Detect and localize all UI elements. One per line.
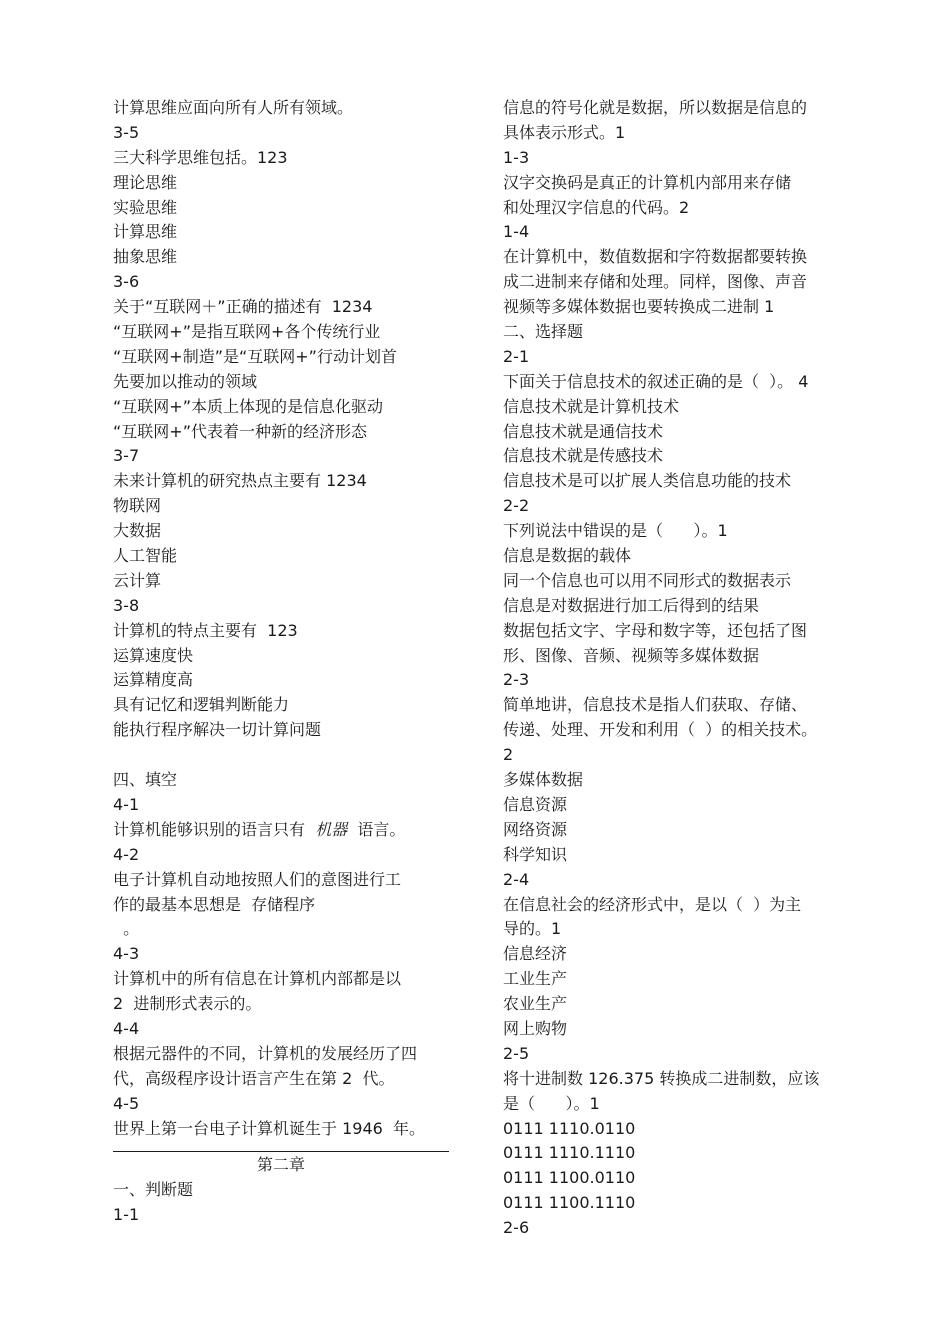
option-text: 形、图像、音频、视频等多媒体数据 [503, 645, 760, 665]
option-text: 0111 1110.1110 [503, 1143, 636, 1163]
option-text: 运算速度快 [113, 645, 194, 665]
option-text: 信息技术就是传感技术 [503, 446, 664, 466]
question-number: 3-5 [113, 122, 140, 142]
option-text: 工业生产 [503, 969, 568, 989]
option-text: 云计算 [113, 570, 162, 590]
question-text: 关于“互联网＋”正确的描述有 1234 [113, 297, 373, 317]
option-text: 具有记忆和逻辑判断能力 [113, 695, 290, 715]
question-text: 传递、处理、开发和利用（ ）的相关技术。 [503, 720, 818, 740]
question-text: 2 进制形式表示的。 [113, 994, 262, 1014]
option-text: 信息技术是可以扩展人类信息功能的技术 [503, 471, 792, 491]
question-number: 2-1 [503, 346, 530, 366]
question-text: 汉字交换码是真正的计算机内部用来存储 [503, 172, 792, 192]
question-number: 1-4 [503, 222, 530, 242]
option-text: 信息经济 [503, 944, 568, 964]
right-column [503, 96, 843, 1241]
fill-question-4-1 [113, 818, 451, 843]
question-number: 3-6 [113, 272, 140, 292]
question-text: 在信息社会的经济形式中，是以（ ）为主 [503, 894, 802, 914]
question-number: 3-8 [113, 595, 140, 615]
fill-suffix: 语言。 [347, 819, 406, 839]
left-column [113, 96, 451, 1228]
option-text: 抽象思维 [113, 247, 178, 267]
question-text: 2 [503, 745, 514, 765]
question-text: 导的。1 [503, 919, 562, 939]
question-number: 2-6 [503, 1218, 530, 1238]
option-text: 物联网 [113, 496, 162, 516]
question-number: 1-1 [113, 1205, 140, 1225]
question-text: 具体表示形式。1 [503, 122, 626, 142]
option-text: 0111 1110.0110 [503, 1118, 636, 1138]
question-text: 视频等多媒体数据也要转换成二进制 1 [503, 297, 775, 317]
fill-prefix: 计算机能够识别的语言只有 [113, 819, 316, 839]
question-text: 在计算机中，数值数据和字符数据都要转换 [503, 247, 808, 267]
option-text: 先要加以推动的领域 [113, 371, 258, 391]
option-text: 农业生产 [503, 994, 568, 1014]
question-text: 简单地讲，信息技术是指人们获取、存储、 [503, 695, 808, 715]
option-text: “互联网+”本质上体现的是信息化驱动 [113, 396, 383, 416]
option-text: 人工智能 [113, 546, 178, 566]
left-lines-a [113, 96, 451, 743]
option-text: 科学知识 [503, 844, 568, 864]
question-number: 4-4 [113, 1018, 140, 1038]
question-number: 4-3 [113, 944, 140, 964]
question-text: 成二进制来存储和处理。同样，图像、声音 [503, 272, 808, 292]
question-number: 2-2 [503, 496, 530, 516]
option-text: 信息技术就是计算机技术 [503, 396, 680, 416]
option-text: 理论思维 [113, 172, 178, 192]
question-text: 下面关于信息技术的叙述正确的是（ ）。 4 [503, 371, 809, 391]
question-text: 和处理汉字信息的代码。2 [503, 197, 690, 217]
fill-answer: 机器 [315, 819, 348, 839]
option-text: 0111 1100.1110 [503, 1193, 636, 1213]
question-text: 世界上第一台电子计算机诞生于 1946 年。 [113, 1118, 425, 1138]
question-text: 代，高级程序设计语言产生在第 2 代。 [113, 1068, 395, 1088]
spacer [113, 743, 451, 768]
question-text: 是（ ）。1 [503, 1093, 600, 1113]
option-text: 信息资源 [503, 794, 568, 814]
question-number: 2-4 [503, 869, 530, 889]
question-number: 2-3 [503, 670, 530, 690]
fill-in-section [113, 768, 451, 1141]
question-number: 4-5 [113, 1093, 140, 1113]
question-text: 未来计算机的研究热点主要有 1234 [113, 471, 367, 491]
question-text: 作的最基本思想是 存储程序 [113, 894, 316, 914]
question-number: 4-1 [113, 794, 140, 814]
option-text: 网上购物 [503, 1018, 568, 1038]
question-number: 3-7 [113, 446, 140, 466]
option-text: “互联网+”是指互联网+各个传统行业 [113, 322, 381, 342]
question-text: 信息的符号化就是数据，所以数据是信息的 [503, 98, 808, 117]
section-heading: 一、判断题 [113, 1180, 194, 1200]
question-text: 三大科学思维包括。123 [113, 147, 288, 167]
option-text: 同一个信息也可以用不同形式的数据表示 [503, 570, 792, 590]
question-text: 计算机的特点主要有 123 [113, 620, 298, 640]
option-text: 运算精度高 [113, 670, 194, 690]
question-text: 计算机中的所有信息在计算机内部都是以 [113, 969, 402, 989]
question-text: 根据元器件的不同，计算机的发展经历了四 [113, 1043, 418, 1063]
option-text: 0111 1100.0110 [503, 1168, 636, 1188]
question-text: 将十进制数 126.375 转换成二进制数，应该 [503, 1068, 820, 1088]
chapter-title: 第二章 [256, 1155, 305, 1175]
question-number: 2-5 [503, 1043, 530, 1063]
option-text: 多媒体数据 [503, 770, 584, 790]
question-text: 下列说法中错误的是（ ）。1 [503, 521, 728, 541]
question-number: 1-3 [503, 147, 530, 167]
option-text: 信息是对数据进行加工后得到的结果 [503, 595, 760, 615]
question-text: 电子计算机自动地按照人们的意图进行工 [113, 869, 402, 889]
option-text: 大数据 [113, 521, 162, 541]
option-text: 信息是数据的载体 [503, 546, 632, 566]
section-heading: 四、填空 [113, 770, 178, 790]
option-text: 能执行程序解决一切计算问题 [113, 720, 322, 740]
text-line: 计算思维应面向所有人所有领域。 [113, 98, 354, 117]
option-text: 计算思维 [113, 222, 178, 242]
option-text: 实验思维 [113, 197, 178, 217]
section-heading: 二、选择题 [503, 322, 584, 342]
option-text: 信息技术就是通信技术 [503, 421, 664, 441]
question-text: 。 [113, 919, 140, 939]
option-text: 网络资源 [503, 819, 568, 839]
option-text: “互联网+制造”是“互联网+”行动计划首 [113, 346, 397, 366]
option-text: 数据包括文字、字母和数字等，还包括了图 [503, 620, 808, 640]
option-text: “互联网+”代表着一种新的经济形态 [113, 421, 367, 441]
question-number: 4-2 [113, 844, 140, 864]
